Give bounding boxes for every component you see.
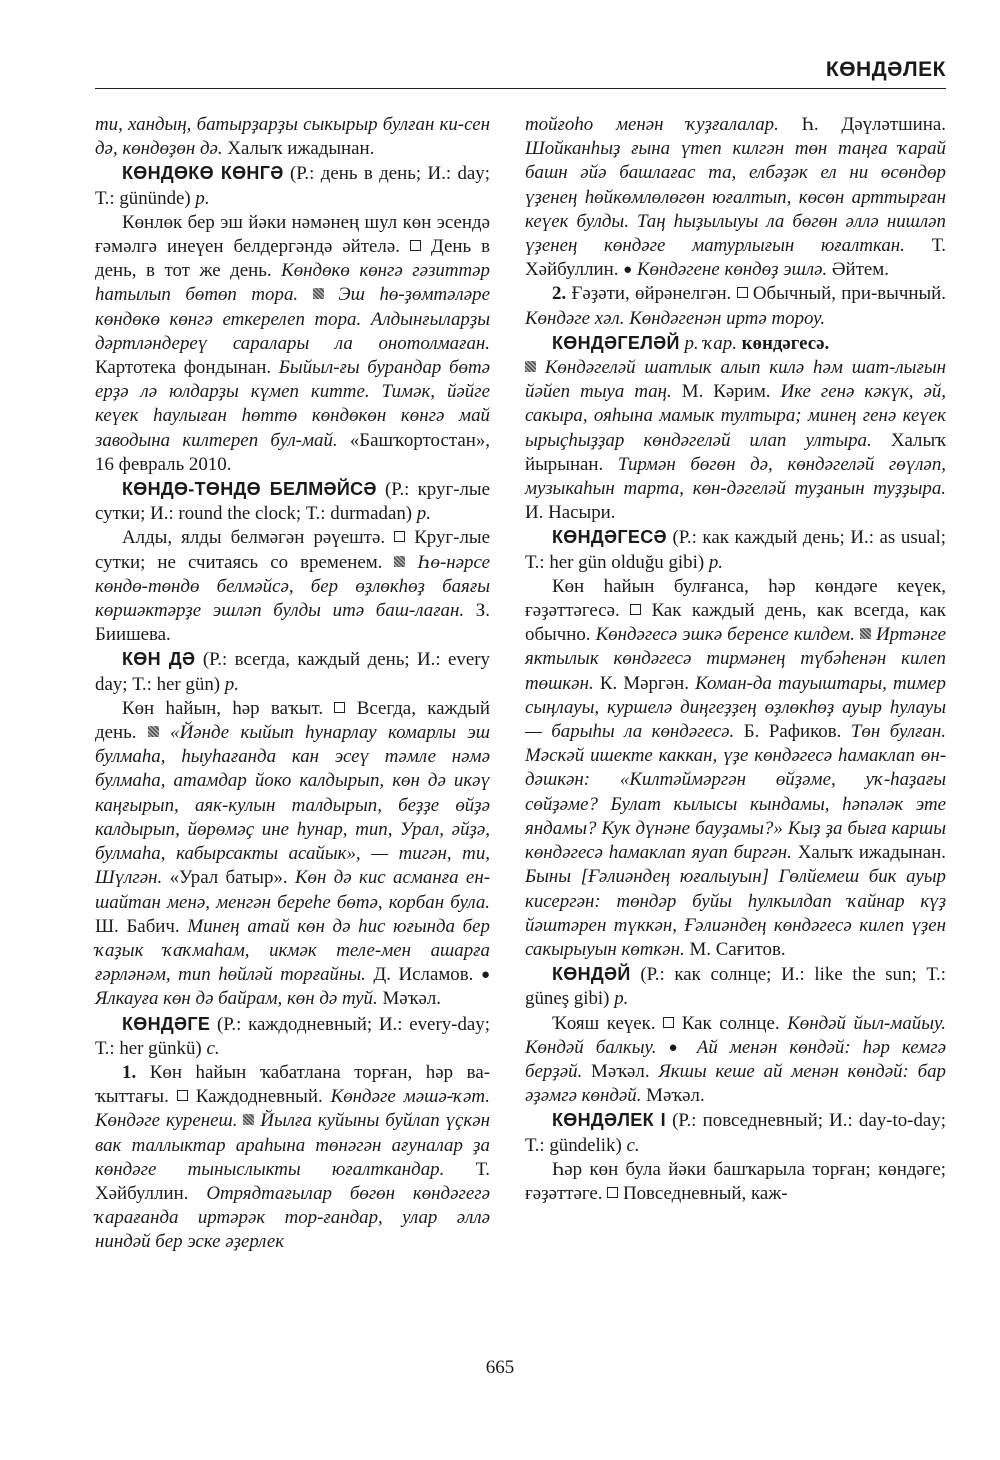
proverb: Ялкауға көн дә байрам, көн дә туй. xyxy=(95,988,378,1010)
example: Шойканһыҙ ғына үтеп килгән төн таңға ҡарай башн әйә башлағас та, елбәҙәк ел ни өсөндөр үҙенең һөйкөмлөлөгөн юғалтып, көсөн арттырған кеүек булды. Таң һыҙылыуы ла бөгөн әллә нишләп үҙенең көндәге матурлығын юғалткан. xyxy=(525,138,946,257)
definition: Көн һайын ҡабатлана торған, һәр ва-ҡыттағы. xyxy=(95,1061,490,1108)
example: тойғоһо менән ҡуҙғалалар. xyxy=(525,114,779,135)
source: Һ. Дәүләтшина. xyxy=(778,114,946,135)
source: Д. Исламов. xyxy=(365,964,481,986)
source: Халыҡ йырынан. xyxy=(525,429,946,475)
example: Иртәнге яктылык көндәгесә тирмәнең түбәһенән килеп төшкән. xyxy=(525,624,946,694)
entry-kon-do xyxy=(95,647,490,696)
entry-definition xyxy=(525,575,946,962)
example: Минең атай көн дә һис юғында бер ҡаҙык ҡаҡмаһам, икмәк теле-мен ашарға ғәрләнәм, тип һөйләй торғайны. xyxy=(95,915,490,986)
source: Картотека фондынан. xyxy=(95,357,279,379)
definition: Алды, ялды белмәгән рәүештә. xyxy=(122,527,386,549)
pos: р. ҡар. xyxy=(679,332,742,354)
gloss: (Р.: круг-лые сутки; И.: round the clock; Т.: durmadan) xyxy=(95,479,490,525)
source: З. Биишева. xyxy=(95,600,490,646)
continued-paragraph xyxy=(95,113,490,161)
headword: КӨНДӘЛЕК I xyxy=(552,1110,666,1131)
gloss: (Р.: как каждый день; И.: as usual; Т.: her gün olduğu gibi) xyxy=(525,527,946,573)
white-square-icon xyxy=(394,531,405,542)
pos: р. xyxy=(224,673,239,695)
source: Әйтем. xyxy=(827,259,889,281)
pos: р. xyxy=(614,988,629,1010)
page-number: 665 xyxy=(485,1357,515,1378)
definition: Көн һайын булғанса, һәр көндәге кеүек, ғәҙәттәгесә. xyxy=(525,575,946,622)
entry-kondoko-kongo xyxy=(95,161,490,210)
proverb: Көндәгене көндөҙ эшлә. xyxy=(632,259,828,281)
shaded-square-icon xyxy=(394,556,405,567)
headword: КӨНДӘГЕ xyxy=(122,1013,211,1034)
headword: КӨНДӘГЕСӘ xyxy=(552,527,667,548)
headword: КӨНДӘЙ xyxy=(552,964,631,985)
bullet-icon: ● xyxy=(480,967,490,984)
pos: р. xyxy=(708,551,724,573)
shaded-square-icon xyxy=(860,628,871,639)
white-square-icon xyxy=(630,604,641,615)
example: Коман-да тауыштары, тимер сыңлауы, куршелә диңгеҙҙең өҙлөкһөҙ ауыр һулауы — барыһы ла көндәгесә. xyxy=(525,672,947,743)
shaded-square-icon xyxy=(525,361,536,372)
sense-number: 2. xyxy=(552,283,567,305)
proverb: Ай менән көндәй: һәр кемгә берҙәй. xyxy=(525,1036,946,1082)
source: Мәҡәл. xyxy=(582,1060,659,1082)
example: Ике генә кәкүк, әй, сакыра, ояһына мамык тултыра; минең генә кеүек ырыҫһыҙҙар көндәгеләй илап ултыра. xyxy=(525,381,947,451)
bullet-icon: ● xyxy=(668,1039,685,1056)
sense-2 xyxy=(525,282,946,330)
source: Халыҡ ижадынан. xyxy=(791,842,946,864)
left-column xyxy=(95,113,490,1255)
source: Т. Хәйбуллин. xyxy=(95,1158,491,1204)
white-square-icon xyxy=(737,287,748,298)
example: Көндәге мәшә-ҡәт. Көндәге куренеш. xyxy=(95,1086,490,1132)
source: И. Насыри. xyxy=(525,502,616,524)
gloss: (Р.: всегда, каждый день; И.: every day; Т.: her gün) xyxy=(95,649,490,695)
continued-paragraph xyxy=(525,113,946,282)
definition: Көн һайын, һәр ваҡыт. xyxy=(122,697,324,719)
source: Т. Хәйбуллин. xyxy=(525,235,946,281)
source: «Урал батыр». xyxy=(162,867,295,889)
pos: р. xyxy=(416,503,431,525)
russian-translation: Всегда, каждый день. xyxy=(95,697,490,744)
gloss: (Р.: как солнце; И.: like the sun; Т.: güneş gibi) xyxy=(525,964,946,1010)
entry-definition xyxy=(95,526,490,647)
example: Быйыл-ғы бурандар бөтә ерҙә лә юлдарҙы күмеп китте. Тимәк, йәйге кеүек һаулыған һөттө көндөкөн көнгә май заводына килтереп бул-май. xyxy=(95,357,490,451)
headword: КӨНДӨ-ТӨНДӨ БЕЛМӘЙСӘ xyxy=(122,479,377,500)
russian-translation: Обычный, при-вычный. xyxy=(747,283,946,305)
example: Эш һө-ҙөмтәләре көндөкө көнгә еткерелеп тора. Алдынғыларҙы дәртләндереү саралары ла онотолмаған. xyxy=(95,284,490,354)
entry-kondey xyxy=(525,962,946,1011)
white-square-icon xyxy=(334,702,345,713)
entry-kondolek xyxy=(525,1108,946,1157)
example: «Йәнде кыйып һунарлау комарлы эш булмаһа, һыуһағанда кан эсеү тәмле нәмә булмаһа, атамдар йоко калдырып, көн дә икәү каңғырып, аяк-кулын талдырып, беҙҙе өйҙә калдырып, йөрөмәҫ ине һунар, тип, Урал, әйҙә, булмаһа, кабырсакты асайык», — тигән, ти, Шүлгән. xyxy=(95,722,490,889)
source: «Башҡортостан», 16 февраль 2010. xyxy=(95,429,490,475)
pos: с. xyxy=(626,1134,640,1156)
definition: Ҡояш кеүек. xyxy=(552,1012,656,1034)
russian-translation: Повседневный, каж- xyxy=(618,1182,788,1204)
pos: с. xyxy=(206,1037,220,1059)
running-title: КӨНДӘЛЕК xyxy=(825,58,946,81)
example: Төн булған. Мәскәй ишекте каккан, үҙе көндәгесә һамаклап өн-дәшкән: «Килтәймәргән өйҙәме, уҡ-һаҙағы сөйҙәме? Булат кылысы кындамы, һәпәләк эте яндамы? Кук дүнәне бауҙамы?» Кыҙ ҙа быға каршы көндәгесә һамаклап яуап биргән. xyxy=(525,721,946,864)
gloss: (Р.: день в день; И.: day; Т.: gününde) xyxy=(95,163,490,209)
example-text: ти, хандың, батырҙарҙы сыкырыр булған ки-сен дә, көндөҙөн дә. xyxy=(95,114,490,160)
example: Көндөкө көнгә гәзиттәр һатылып бөтөп тора. xyxy=(95,260,490,306)
proverb: Якшы кеше ай менән көндәй: бар әҙәмгә көндәй. xyxy=(525,1060,946,1107)
shaded-square-icon xyxy=(313,288,324,299)
source: Б. Рафиков. xyxy=(734,721,851,743)
source: М. Кәрим. xyxy=(671,381,781,403)
source: Халыҡ ижадынан. xyxy=(222,138,375,160)
russian-translation: День в день, в тот же день. xyxy=(95,236,490,282)
example: Йылға куйыны буйлап үҫкән вак таллыктар араһына төнәгән ағуналар ҙа көндәге тыныслыкты юғалткандар. xyxy=(95,1110,490,1180)
bullet-icon: ● xyxy=(623,262,633,279)
source: К. Мәргән. xyxy=(593,672,696,694)
definition: Ғәҙәти, өйрәнелгән. xyxy=(566,283,732,305)
example: Отрядтағылар бөгөн көндәгегә ҡарағанда иртәрәк тор-ғандар, улар әллә ниндәй бер эске әҙерлек xyxy=(95,1182,490,1253)
white-square-icon xyxy=(177,1090,188,1101)
gloss: (Р.: каждодневный; И.: every-day; Т.: her günkü) xyxy=(95,1013,490,1059)
headword: КӨНДӘГЕЛӘЙ xyxy=(552,332,680,353)
example: Көндәгесә эшкә беренсе килдем. xyxy=(595,624,855,646)
russian-translation: Каждодневный. xyxy=(187,1086,331,1108)
right-column xyxy=(525,113,946,1206)
definition: Көнлөк бер эш йәки нәмәнең шул көн эсендә ғәмәлгә инеүен белдергәндә әйтелә. xyxy=(95,211,490,258)
pos: р. xyxy=(195,187,210,209)
source: Мәҡәл. xyxy=(377,988,442,1010)
cross-reference: көндәгесә. xyxy=(741,332,830,354)
source: Ш. Бабич. xyxy=(95,915,188,937)
white-square-icon xyxy=(663,1017,674,1028)
white-square-icon xyxy=(410,240,421,251)
sense-number: 1. xyxy=(122,1061,137,1083)
gloss: (Р.: повседневный; И.: day-to-day; Т.: gündelik) xyxy=(525,1110,946,1156)
source: М. Сағитов. xyxy=(684,938,786,960)
example: Көн дә кис асманға ен-шайтан менә, менгән береһе бөтә, корбан була. xyxy=(95,867,490,913)
header-rule xyxy=(95,88,946,89)
example: Көндәге хәл. Көндәгенән иртә тороу. xyxy=(525,307,826,329)
entry-definition xyxy=(95,211,490,477)
entry-definition xyxy=(95,697,490,1012)
entry-kondoge xyxy=(95,1012,490,1061)
example: Һө-нәрсе көндө-төндө белмәйсә, бер өҙлөкһөҙ баяғы көршәктәрҙе эшләп булды итә баш-лаған. xyxy=(95,551,490,622)
source: Мәҡәл. xyxy=(641,1085,705,1107)
example: Быны [Ғәлиәндең юғалыуын] Гөлйемеш бик ауыр кисергән: төндәр буйы һулкылдап ҡайнар күҙ йәштәрен түккән, Ғәлиәндең көндәгесә килеп үҙен сакырыуын көткән. xyxy=(525,866,946,960)
headword: КӨН ДӘ xyxy=(122,649,196,670)
russian-translation: Как каждый день, как всегда, как обычно. xyxy=(525,600,946,646)
example: Көндәй йыл-майыу. Көндәй балкыу. xyxy=(525,1012,946,1058)
entry-definition xyxy=(95,1061,490,1255)
russian-translation: Как солнце. xyxy=(674,1012,788,1034)
headword: КӨНДӨКӨ КӨНГӘ xyxy=(122,163,284,184)
entry-kondogeso xyxy=(525,525,946,574)
shaded-square-icon xyxy=(243,1114,254,1125)
entry-kondo-tondo xyxy=(95,477,490,526)
russian-translation: Круг-лые сутки; не считаясь со временем. xyxy=(95,527,490,573)
entry-kondogeley xyxy=(525,331,946,526)
entry-definition xyxy=(525,1158,946,1206)
definition: Һәр көн була йәки башҡарыла торған; көндәге; ғәҙәттәге. xyxy=(525,1158,946,1204)
entry-definition xyxy=(525,1012,946,1109)
shaded-square-icon xyxy=(148,726,159,737)
example: Көндәгеләй шатлык алып килә һәм шат-лығын йәйеп тыуа таң. xyxy=(525,357,946,403)
example: Тирмән бөгөн дә, көндәгеләй гөүләп, музыкаһын тарта, көн-дәгеләй туҙанын туҙҙыра. xyxy=(525,453,946,500)
white-square-icon xyxy=(607,1187,618,1198)
